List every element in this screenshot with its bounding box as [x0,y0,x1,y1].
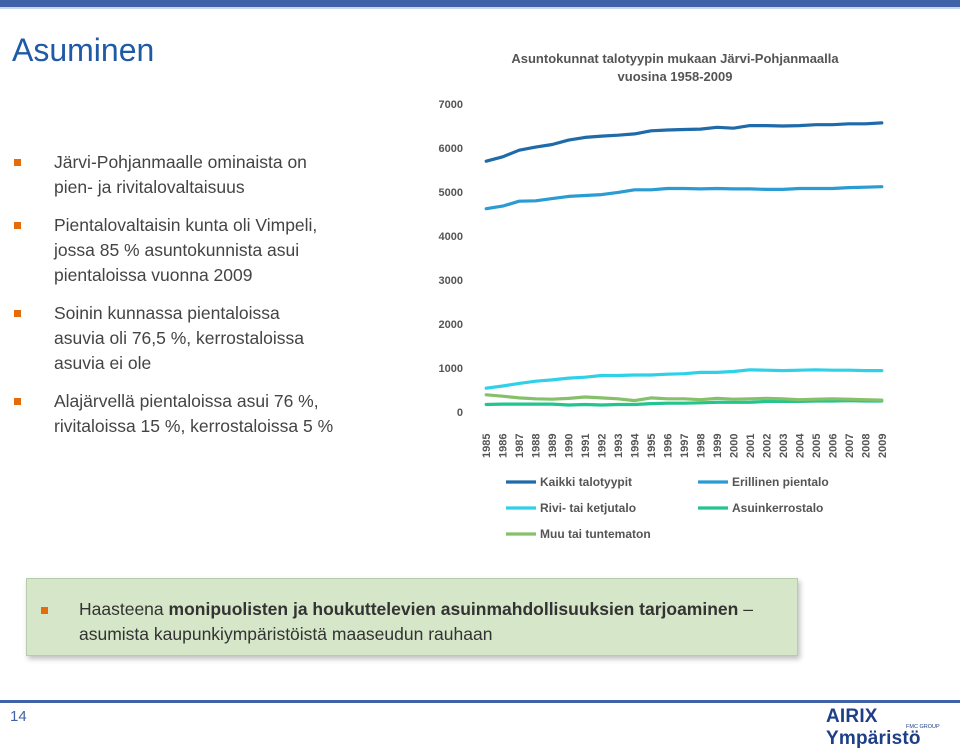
bullet-list [14,150,334,452]
x-tick-label: 1992 [596,433,609,458]
banner-bold: monipuolisten ja houkuttelevien asuinmahdollisuuksien tarjoaminen [168,599,739,619]
chart-title-line1: Asuntokunnat talotyypin mukaan Järvi-Pohjanmaalla [511,51,839,66]
x-tick-label: 2008 [860,433,873,458]
x-tick-label: 1999 [711,433,724,458]
series-line [486,123,882,161]
housing-chart [430,48,920,548]
y-tick-label: 5000 [438,187,463,199]
y-tick-label: 6000 [438,143,463,155]
company-logo-subtitle: FMC GROUP [906,724,940,730]
x-tick-label: 1987 [514,433,527,458]
legend-label: Rivi- tai ketjutalo [540,501,637,515]
bullet-text: Pientalovaltaisin kunta oli Vimpeli, jossa 85 % asuntokunnista asui pientaloissa vuonna 2009 [54,215,318,285]
bullet-item [14,389,334,439]
y-tick-label: 1000 [438,363,463,375]
bullet-square-icon [14,310,21,317]
x-tick-label: 1988 [530,433,543,458]
banner-text [79,597,789,647]
y-tick-label: 4000 [438,231,463,243]
bullet-square-icon [14,222,21,229]
banner-suffix: – asumista kaupunkiympäristöistä maaseudun rauhaan [79,599,753,644]
x-tick-label: 1993 [613,433,626,458]
legend-label: Erillinen pientalo [732,475,829,489]
x-tick-label: 1989 [547,433,560,458]
series-line [486,370,882,388]
x-tick-label: 2001 [744,433,757,458]
bullet-square-icon [14,159,21,166]
y-tick-label: 2000 [438,319,463,331]
chart-svg [430,48,920,548]
company-logo: AIRIX Ympäristö [826,706,921,749]
x-tick-label: 2002 [761,433,774,458]
x-tick-label: 1998 [695,433,708,458]
x-tick-label: 1990 [563,433,576,458]
x-tick-label: 2004 [794,433,807,458]
bullet-item [14,213,334,288]
x-tick-label: 1985 [481,433,494,458]
page-number: 14 [10,708,27,725]
x-tick-label: 2009 [876,433,889,458]
challenge-banner [26,578,798,656]
legend-label: Kaikki talotyypit [540,475,633,489]
bullet-square-icon [41,607,48,614]
series-line [486,401,882,405]
y-tick-label: 3000 [438,275,463,287]
x-tick-label: 2007 [843,433,856,458]
legend-label: Muu tai tuntematon [540,527,651,541]
x-tick-label: 2005 [810,433,823,458]
bullet-item [14,150,334,200]
x-tick-label: 1994 [629,433,642,458]
y-tick-label: 7000 [438,99,463,111]
chart-title-line2: vuosina 1958-2009 [617,69,733,84]
x-tick-label: 2003 [777,433,790,458]
x-tick-label: 2006 [827,433,840,458]
series-line [486,187,882,209]
x-tick-label: 2000 [728,433,741,458]
top-accent-line [0,7,960,9]
top-accent-bar [0,0,960,7]
y-tick-label: 0 [456,407,463,419]
x-tick-label: 1996 [662,433,675,458]
slide-title: Asuminen [12,32,155,68]
x-tick-label: 1997 [679,433,691,458]
bullet-text: Järvi-Pohjanmaalle ominaista on pien- ja rivitalovaltaisuus [54,152,307,197]
x-tick-label: 1986 [497,433,510,458]
x-tick-label: 1991 [580,433,593,458]
footer-accent-line [0,700,960,703]
bullet-text: Alajärvellä pientaloissa asui 76 %, rivitaloissa 15 %, kerrostaloissa 5 % [54,391,334,436]
legend-label: Asuinkerrostalo [732,501,824,515]
x-tick-label: 1995 [646,433,659,458]
series-line [486,395,882,401]
banner-prefix: Haasteena [79,599,169,619]
bullet-text: Soinin kunnassa pientaloissa asuvia oli 76,5 %, kerrostaloissa asuvia ei ole [54,303,304,373]
bullet-square-icon [14,398,21,405]
bullet-item [14,301,334,376]
